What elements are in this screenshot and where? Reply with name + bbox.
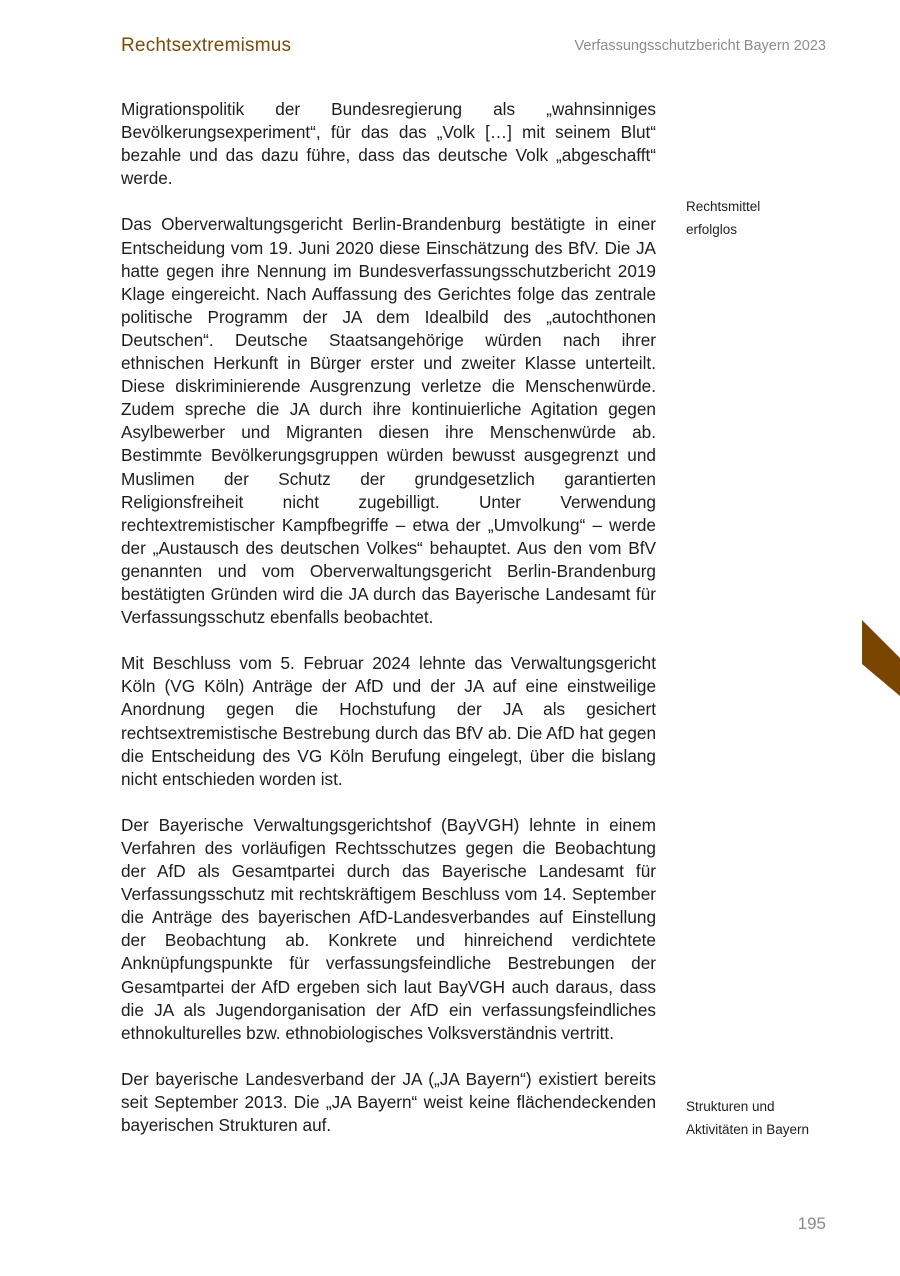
paragraph-bayvgh: Der Bayerische Verwaltungsgerichtshof (BayVGH) lehnte in einem Verfahren des vorläufigen Rechtsschutzes gegen die Beobachtung der AfD als Gesamtpartei durch das Bayerische Landesamt für Verfassungsschutz mit rechtskräftigem Beschluss vom 14. September die Anträge des bayerischen AfD-Landesverbandes auf Einstellung der Beobachtung ab. Konkrete und hinreichend verdichtete Anknüpfungspunkte für verfassungsfeindliche Bestrebungen der Gesamtpartei der AfD ergeben sich laut BayVGH auch daraus, dass die JA als Jugendorganisation der AfD ein verfassungsfeindliches ethnokulturelles bzw. ethnobiologisches Volksverständnis vertritt. [121, 814, 656, 1043]
margin-note-structures [686, 1095, 846, 1141]
margin-note-legal-remedy [686, 195, 846, 241]
paragraph-ovg-ruling: Das Oberverwaltungsgericht Berlin-Brandenburg bestätigte in einer Entscheidung vom 19. Juni 2020 diese Einschätzung des BfV. Die JA hatte gegen ihre Nennung im Bundesverfassungsschutzbericht 2019 Klage eingereicht. Nach Auffassung des Gerichtes folge das zentrale politische Programm der JA dem Idealbild des „autochthonen Deutschen“. Deutsche Staatsangehörige würden nach ihrer ethnischen Herkunft in Bürger erster und zweiter Klasse unterteilt. Diese diskriminierende Ausgrenzung verletze die Menschenwürde. Zudem spreche die JA durch ihre kontinuierliche Agitation gegen Asylbewerber und Migranten diesen ihre Menschenwürde ab. Bestimmte Bevölkerungsgruppen würden bewusst ausgegrenzt und Muslimen der Schutz der grundgesetzlich garantierten Religionsfreiheit nicht zugebilligt. Unter Verwendung rechtextremistischer Kampfbegriffe – etwa der „Umvolkung“ – werde der „Austausch des deutschen Volkes“ behauptet. Aus den vom BfV genannten und vom Oberverwaltungsgericht Berlin-Brandenburg bestätigten Gründen wird die JA durch das Bayerische Landesamt für Verfassungsschutz ebenfalls beobachtet. [121, 214, 656, 628]
paragraph-migration: Migrationspolitik der Bundesregierung als „wahnsinniges Bevölkerungsexperiment“, für das das „Volk […] mit seinem Blut“ bezahle und das dazu führe, dass das deutsche Volk „abgeschafft“ werde. [121, 99, 656, 189]
margin-note-line: Strukturen und [686, 1099, 775, 1114]
section-title: Rechtsextremismus [121, 35, 292, 56]
paragraph-ja-bayern: Der bayerische Landesverband der JA („JA Bayern“) existiert bereits seit September 2013. Die „JA Bayern“ weist keine flächendeckenden bayerischen Strukturen auf. [121, 1068, 656, 1136]
margin-note-line: Rechtsmittel [686, 199, 761, 214]
paragraph-vg-koeln: Mit Beschluss vom 5. Februar 2024 lehnte das Verwaltungsgericht Köln (VG Köln) Anträge der AfD und der JA auf eine einstweilige Anordnung gegen die Hochstufung der JA als gesichert rechtsextremistische Bestrebung durch das BfV ab. Die AfD hat gegen die Entscheidung des VG Köln Berufung eingelegt, über die bislang nicht entschieden worden ist. [121, 653, 657, 789]
chapter-tab-marker [862, 620, 900, 696]
page-number: 195 [797, 1214, 826, 1233]
report-title: Verfassungsschutzbericht Bayern 2023 [574, 38, 826, 54]
body-text [121, 98, 656, 1160]
margin-note-line: erfolglos [686, 222, 738, 237]
margin-note-line: Aktivitäten in Bayern [686, 1122, 810, 1137]
